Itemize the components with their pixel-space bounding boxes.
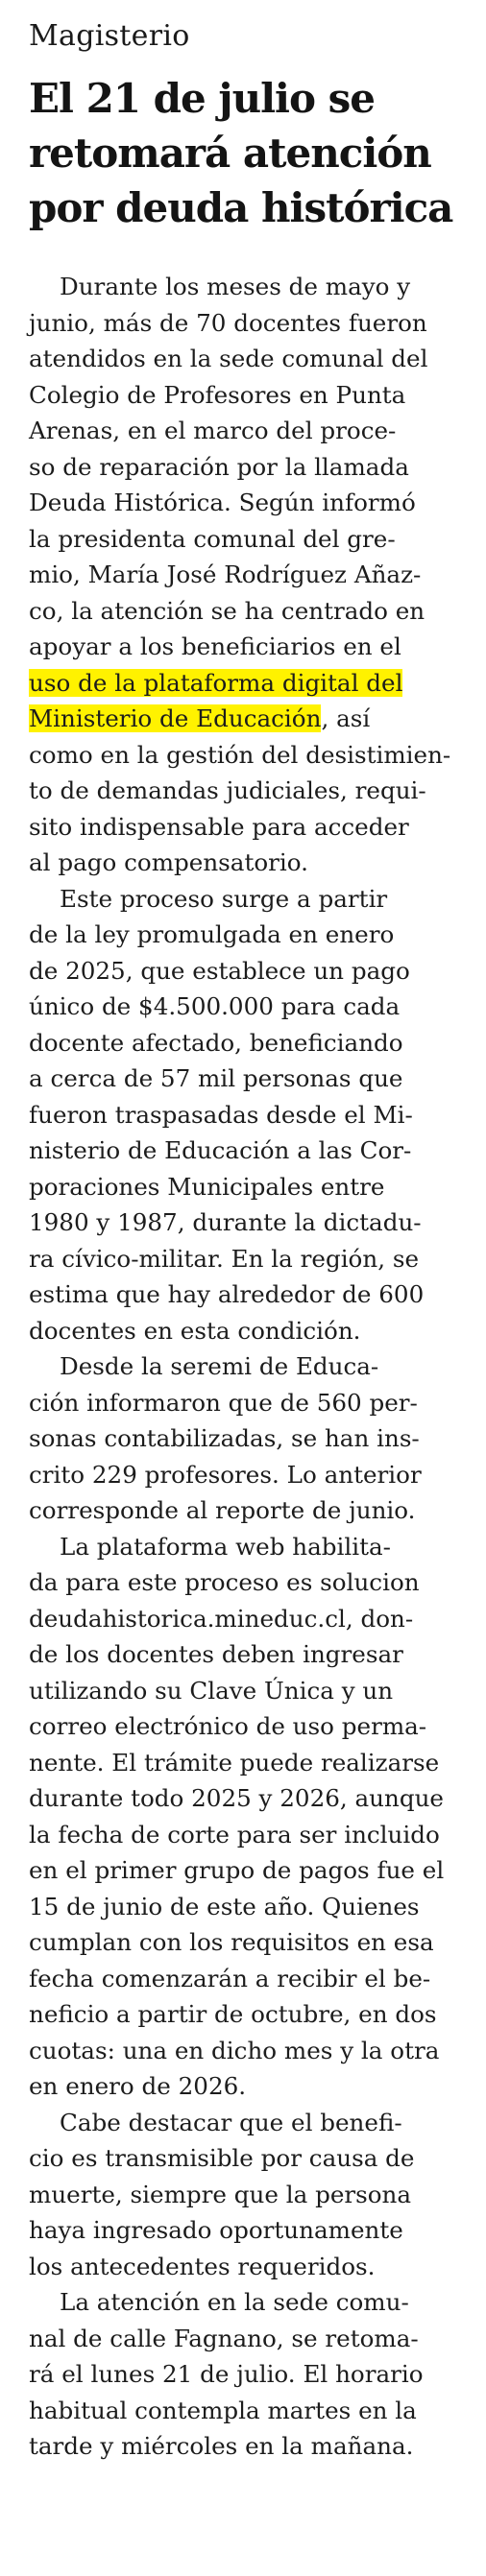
- body-line: [29, 773, 478, 809]
- body-line: [29, 1313, 478, 1349]
- body-line: [29, 2033, 478, 2069]
- body-text: al pago compensatorio.: [29, 848, 308, 876]
- body-text: Este proceso surge a partir: [60, 884, 388, 913]
- body-line: [29, 521, 478, 558]
- body-text: ción informaron que de 560 per-: [29, 1388, 418, 1417]
- paragraph-first-line: [29, 1529, 478, 1565]
- headline-line: por deuda histórica: [29, 184, 453, 231]
- body-text: junio, más de 70 docentes fueron: [29, 308, 427, 337]
- body-text: ra cívico-militar. En la región, se: [29, 1244, 420, 1273]
- body-line: [29, 953, 478, 990]
- body-text: tarde y miércoles en la mañana.: [29, 2432, 414, 2460]
- body-line: [29, 2177, 478, 2213]
- body-line: [29, 413, 478, 449]
- body-text: en el primer grupo de pagos fue el: [29, 1856, 445, 1884]
- body-line: [29, 1061, 478, 1097]
- body-text: 1980 y 1987, durante la dictadu-: [29, 1208, 422, 1236]
- body-text: La plataforma web habilita-: [60, 1532, 391, 1561]
- body-line: [29, 1817, 478, 1853]
- body-text: durante todo 2025 y 2026, aunque: [29, 1784, 444, 1812]
- body-text: de los docentes deben ingresar: [29, 1640, 403, 1668]
- body-text: muerte, siempre que la persona: [29, 2180, 412, 2208]
- body-text: Deuda Histórica. Según informó: [29, 489, 416, 516]
- body-line: [29, 845, 478, 881]
- body-text: Arenas, en el marco del proce-: [29, 417, 397, 444]
- body-text: nente. El trámite puede realizarse: [29, 1748, 440, 1777]
- body-line: [29, 2249, 478, 2285]
- body-line: [29, 629, 478, 665]
- body-line: [29, 1996, 478, 2033]
- body-text: mio, María José Rodríguez Añaz-: [29, 561, 422, 588]
- body-text: sonas contabilizadas, se han ins-: [29, 1424, 420, 1452]
- body-text: fueron traspasadas desde el Mi-: [29, 1100, 413, 1129]
- body-text: atendidos en la sede comunal del: [29, 345, 428, 372]
- body-line: [29, 1205, 478, 1241]
- body-line: [29, 1025, 478, 1061]
- body-line: [29, 2428, 478, 2465]
- headline-line: El 21 de julio se: [29, 75, 376, 122]
- body-text: los antecedentes requeridos.: [29, 2252, 376, 2280]
- paragraph-first-line: [29, 269, 478, 305]
- body-line: [29, 377, 478, 414]
- body-text: sito indispensable para acceder: [29, 812, 409, 841]
- body-text: Cabe destacar que el benefi-: [60, 2108, 402, 2136]
- paragraph-first-line: [29, 2284, 478, 2321]
- body-line: [29, 737, 478, 774]
- body-line: [29, 305, 478, 342]
- headline-line: retomará atención: [29, 130, 431, 177]
- body-line: [29, 449, 478, 486]
- body-text: cio es transmisible por causa de: [29, 2144, 415, 2172]
- body-line: [29, 2068, 478, 2105]
- body-line: [29, 2356, 478, 2393]
- body-text: nal de calle Fagnano, se retoma-: [29, 2324, 419, 2352]
- body-line: [29, 1276, 478, 1313]
- body-text: deudahistorica.mineduc.cl, don-: [29, 1604, 414, 1633]
- body-text: crito 229 profesores. Lo anterior: [29, 1460, 422, 1489]
- body-line: [29, 701, 478, 737]
- headline: [29, 71, 480, 235]
- body-text: 15 de junio de este año. Quienes: [29, 1892, 420, 1920]
- body-text: co, la atención se ha centrado en: [29, 596, 425, 625]
- article-body: [29, 269, 478, 2465]
- body-line: [29, 557, 478, 593]
- body-line: [29, 1564, 478, 1601]
- body-text: en enero de 2026.: [29, 2072, 247, 2100]
- paragraph-first-line: [29, 1348, 478, 1385]
- body-text: de la ley promulgada en enero: [29, 920, 395, 948]
- body-line: [29, 1601, 478, 1637]
- body-line: [29, 1745, 478, 1781]
- body-text: utilizando su Clave Única y un: [29, 1676, 394, 1705]
- body-text: único de $4.500.000 para cada: [29, 992, 401, 1020]
- body-line: [29, 809, 478, 846]
- body-line: [29, 341, 478, 377]
- body-line: [29, 989, 478, 1025]
- body-text: como en la gestión del desistimien-: [29, 740, 451, 769]
- body-text: la presidenta comunal del gre-: [29, 524, 396, 553]
- body-text: , así: [321, 704, 371, 732]
- body-text: docentes en esta condición.: [29, 1316, 361, 1345]
- body-line: [29, 2212, 478, 2249]
- body-line: [29, 1420, 478, 1457]
- body-line: [29, 1961, 478, 1997]
- body-line: [29, 1385, 478, 1421]
- body-line: [29, 2321, 478, 2357]
- body-line: [29, 1708, 478, 1745]
- paragraph-first-line: [29, 2105, 478, 2141]
- body-text: nisterio de Educación a las Cor-: [29, 1136, 412, 1164]
- body-text: to de demandas judiciales, requi-: [29, 776, 426, 804]
- body-text: habitual contempla martes en la: [29, 2396, 417, 2424]
- body-text: Desde la seremi de Educa-: [60, 1352, 379, 1380]
- body-line: [29, 917, 478, 953]
- body-text: estima que hay alrededor de 600: [29, 1280, 425, 1308]
- body-text: de 2025, que establece un pago: [29, 956, 410, 985]
- body-line: [29, 665, 478, 702]
- highlighted-text: Ministerio de Educación: [29, 704, 322, 732]
- body-line: [29, 1924, 478, 1961]
- body-line: [29, 1492, 478, 1529]
- body-line: [29, 2393, 478, 2429]
- body-text: fecha comenzarán a recibir el be-: [29, 1964, 431, 1992]
- body-line: [29, 1673, 478, 1709]
- body-text: cuotas: una en dicho mes y la otra: [29, 2036, 440, 2064]
- body-line: [29, 1169, 478, 1205]
- body-text: Durante los meses de mayo y: [60, 273, 411, 300]
- body-line: [29, 1097, 478, 1133]
- body-text: La atención en la sede comu-: [60, 2288, 409, 2316]
- paragraph-first-line: [29, 881, 478, 918]
- body-line: [29, 1852, 478, 1889]
- body-line: [29, 1241, 478, 1277]
- body-text: poraciones Municipales entre: [29, 1172, 385, 1201]
- body-line: [29, 593, 478, 630]
- body-text: cumplan con los requisitos en esa: [29, 1928, 434, 1956]
- body-text: apoyar a los beneficiarios en el: [29, 632, 401, 660]
- body-line: [29, 1457, 478, 1493]
- body-text: corresponde al reporte de junio.: [29, 1496, 416, 1524]
- body-text: da para este proceso es solucion: [29, 1568, 420, 1596]
- body-text: correo electrónico de uso perma-: [29, 1712, 427, 1740]
- body-text: so de reparación por la llamada: [29, 452, 409, 481]
- body-text: Colegio de Profesores en Punta: [29, 380, 406, 409]
- body-line: [29, 1889, 478, 1925]
- body-line: [29, 2140, 478, 2177]
- body-text: haya ingresado oportunamente: [29, 2216, 403, 2244]
- body-line: [29, 485, 478, 521]
- body-text: neficio a partir de octubre, en dos: [29, 2000, 437, 2028]
- body-line: [29, 1636, 478, 1673]
- section-label: Magisterio: [29, 19, 190, 53]
- highlighted-text: uso de la plataforma digital del: [29, 668, 403, 697]
- body-line: [29, 1133, 478, 1169]
- body-line: [29, 1780, 478, 1817]
- body-text: la fecha de corte para ser incluido: [29, 1820, 440, 1849]
- body-text: docente afectado, beneficiando: [29, 1028, 403, 1057]
- body-text: a cerca de 57 mil personas que: [29, 1064, 403, 1092]
- body-text: rá el lunes 21 de julio. El horario: [29, 2360, 424, 2388]
